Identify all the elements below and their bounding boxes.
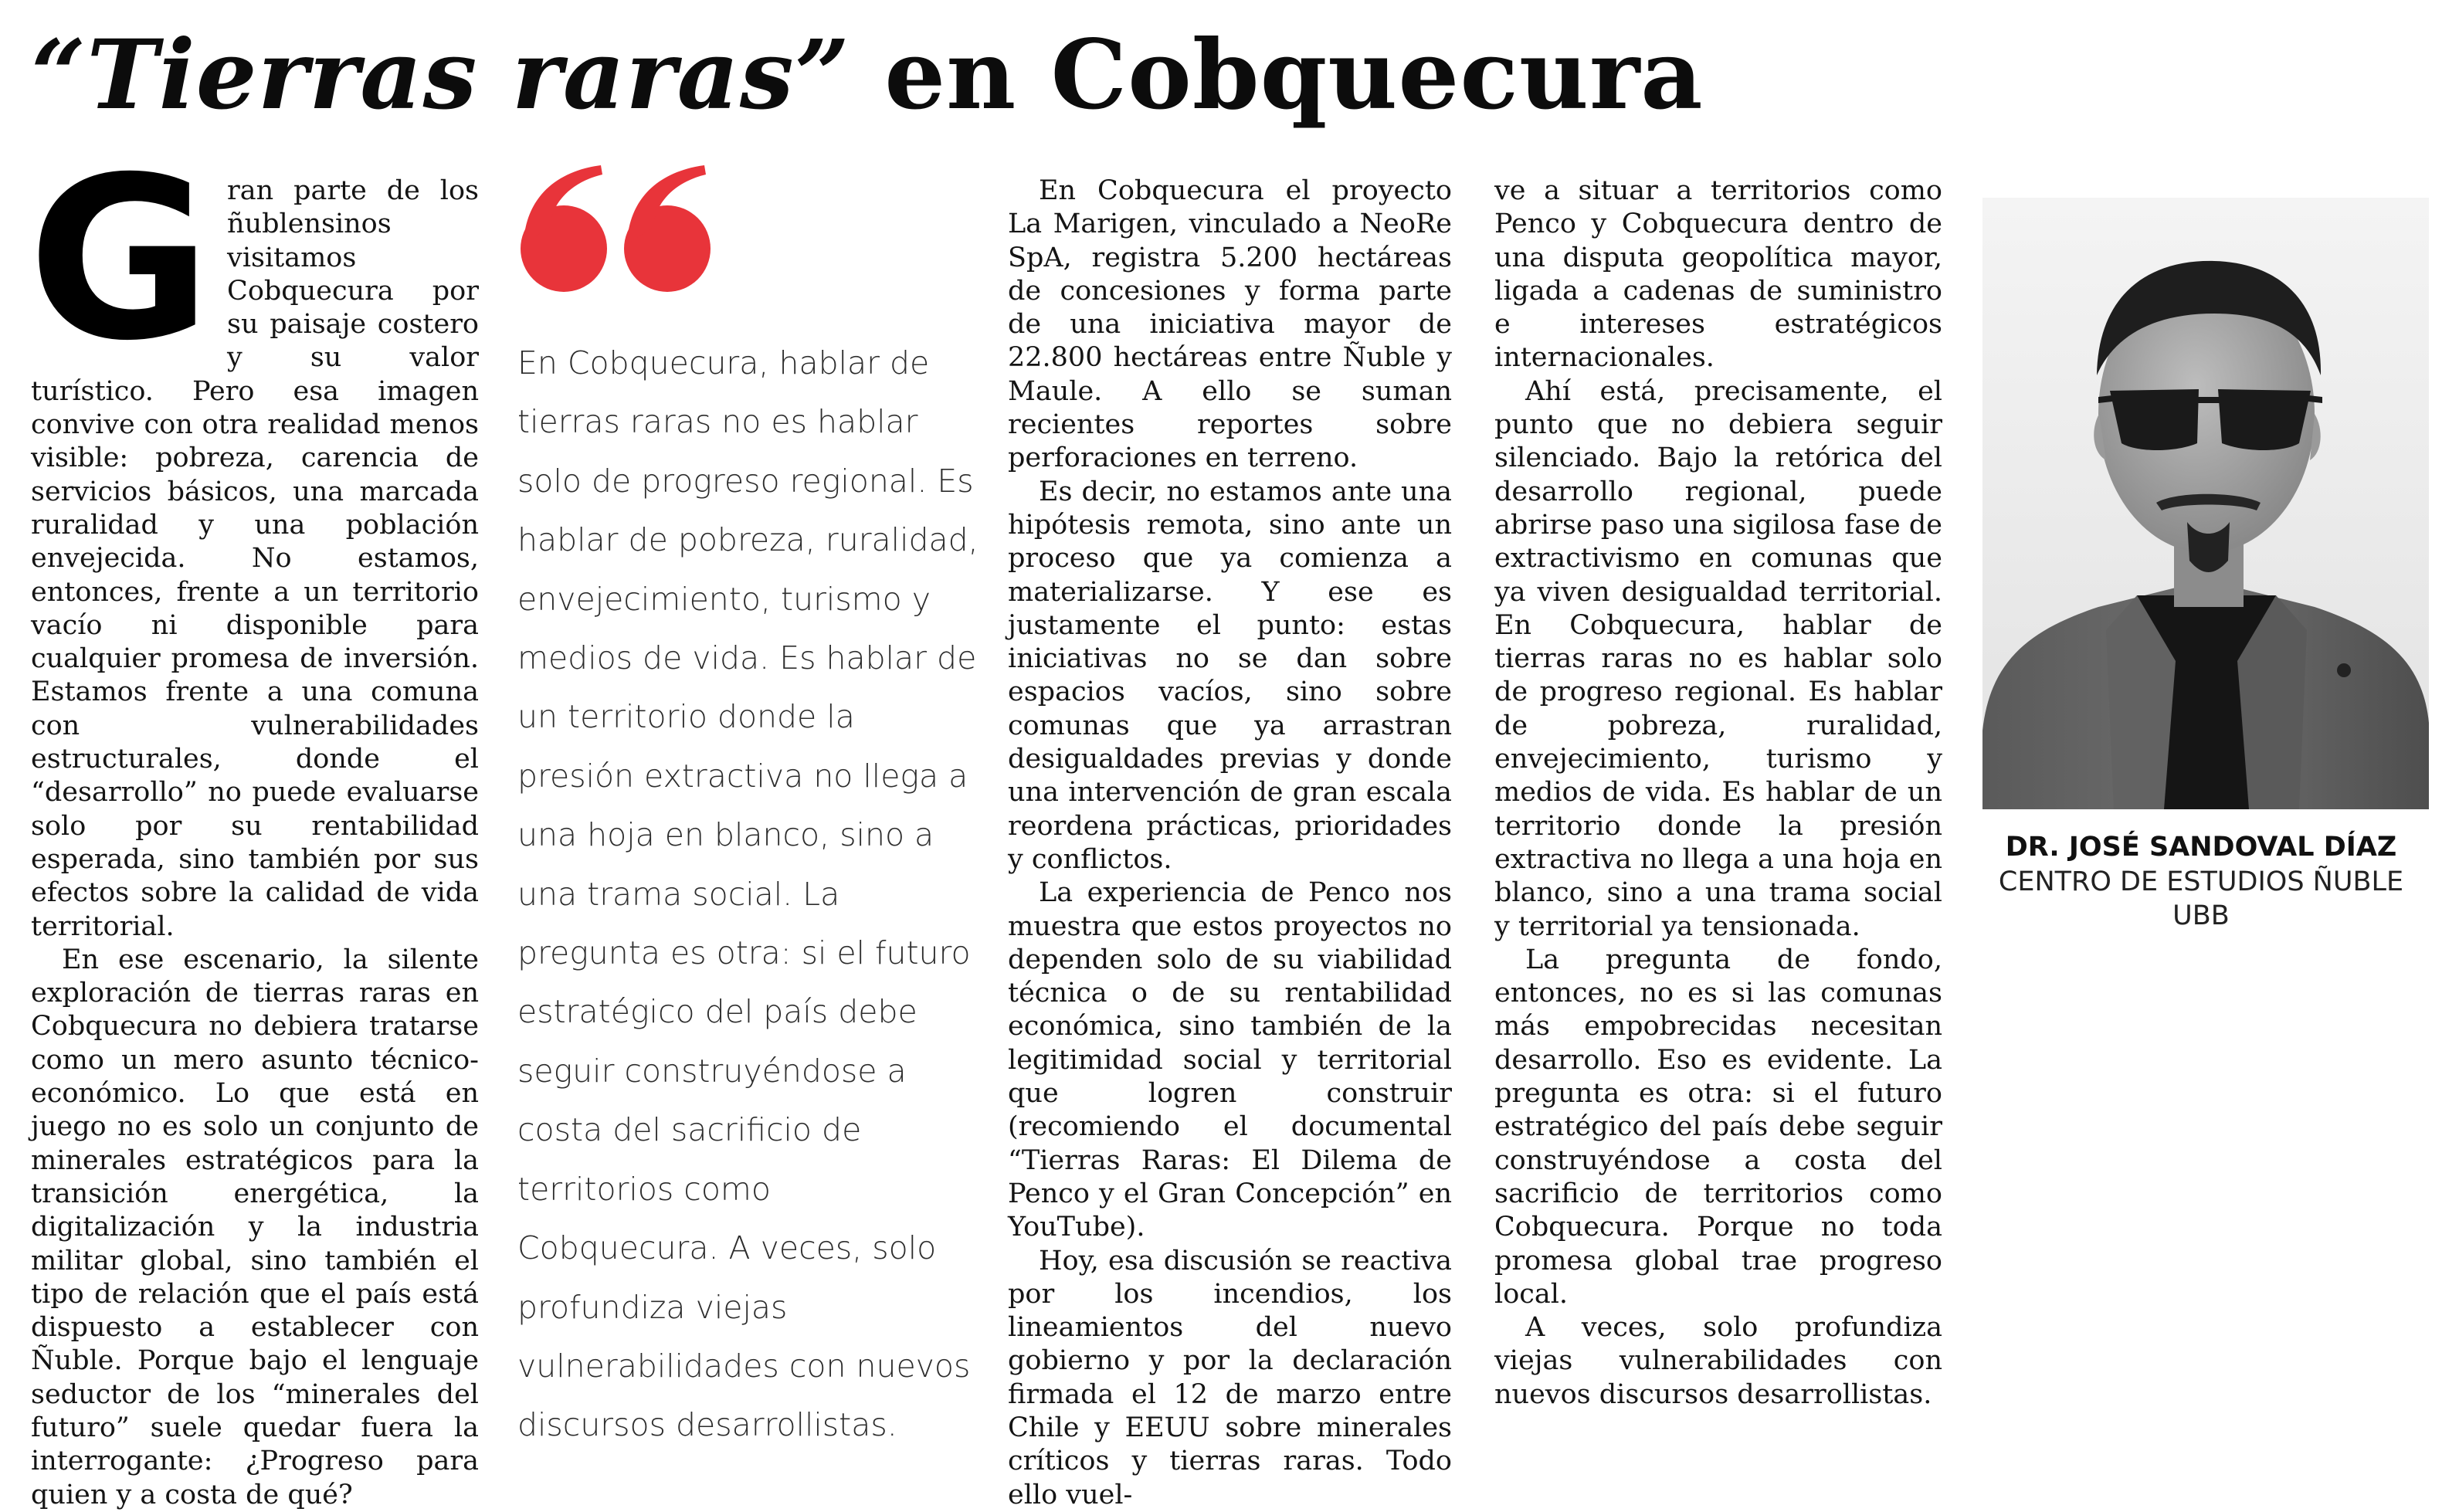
headline-quoted: “Tierras raras” [31, 19, 851, 131]
author-byline [1977, 829, 2425, 933]
pull-quote: En Cobquecura, hablar de tierras raras no es hablar solo de progreso regional. Es hablar de pobreza, ruralidad, envejecimiento, turismo y medios de vida. Es hablar de un territorio donde la presión extractiva no llega a una hoja en blanco, sino a una trama social. La pregunta es otra: si el futuro estratégico del país debe seguir construyéndose a costa del sacrificio de territorios como Cobquecura. A veces, solo profundiza viejas vulnerabilidades con nuevos discursos desarrollistas. [517, 344, 979, 1444]
paragraph: Ahí está, precisamente, el punto que no debiera seguir silenciado. Bajo la retórica del desarrollo regional, puede abrirse paso una sigilosa fase de extractivismo en comunas que ya viven desigualdad territorial. En Cobquecura, hablar de tierras raras no es hablar solo de progreso regional. Es hablar de pobreza, ruralidad, envejecimiento, turismo y medios de vida. Es hablar de un territorio donde la presión extractiva no llega a una hoja en blanco, sino a una trama social y territorial ya tensionada. [1494, 375, 1942, 942]
paragraph: En Cobquecura el proyecto La Marigen, vinculado a NeoRe SpA, registra 5.200 hectáreas de concesiones y forma parte de una iniciativa mayor de 22.800 hectáreas entre Ñuble y Maule. A ello se suman recientes reportes sobre perforaciones en terreno. [1008, 175, 1452, 474]
paragraph: Hoy, esa discusión se reactiva por los incendios, los lineamientos del nuevo gobierno y por la declaración firmada el 12 de marzo entre Chile y EEUU sobre minerales críticos y tierras raras. Todo ello vuel- [1008, 1245, 1452, 1510]
column-4 [1494, 175, 1942, 1412]
paragraph: Es decir, no estamos ante una hipótesis remota, sino ante un proceso que ya comienza a materializarse. Y ese es justamente el punto: estas iniciativas no se dan sobre espacios vacíos, sino sobre comunas que ya arrastran desigualdades previas y donde una intervención de gran escala reordena prácticas, prioridades y conflictos. [1008, 476, 1452, 875]
paragraph: ve a situar a territorios como Penco y Cobquecura dentro de una disputa geopolítica mayor, ligada a cadenas de suministro e intereses estratégicos internacionales. [1494, 175, 1942, 374]
quote-mark-icon [516, 162, 724, 293]
paragraph: En ese escenario, la silente exploración de tierras raras en Cobquecura no debiera tratarse como un mero asunto técnico-económico. Lo que está en juego no es solo un conjunto de minerales estratégicos para la transición energética, la digitalización y la industria militar global, sino también el tipo de relación que el país está dispuesto a establecer con Ñuble. Porque bajo el lenguaje seductor de los “minerales del futuro” suele quedar fuera la interrogante: ¿Progreso para quien y a costa de qué? [31, 944, 479, 1510]
column-3 [1008, 175, 1452, 1512]
drop-cap: G [28, 130, 212, 390]
column-1 [28, 130, 479, 1512]
author-affiliation-institution: UBB [2172, 900, 2230, 931]
author-name: DR. JOSÉ SANDOVAL DÍAZ [2005, 832, 2397, 863]
author-affiliation: CENTRO DE ESTUDIOS ÑUBLE [1998, 866, 2404, 897]
paragraph: La experiencia de Penco nos muestra que estos proyectos no dependen solo de su viabilidad técnica o de su rentabilidad económica, sino también de la legitimidad social y territorial que logren construir (recomiendo el documental “Tierras Raras: El Dilema de Penco y el Gran Concepción” en YouTube). [1008, 877, 1452, 1243]
headline-rest: en Cobquecura [850, 19, 1704, 131]
headline [31, 14, 2425, 137]
paragraph: La pregunta de fondo, entonces, no es si las comunas más empobrecidas necesitan desarrollo. Eso es evidente. La pregunta es otra: si el futuro estratégico del país debe seguir construyéndose a costa del sacrificio de territorios como Cobquecura. Porque no toda promesa global trae progreso local. [1494, 944, 1942, 1310]
paragraph: A veces, solo profundiza viejas vulnerabilidades con nuevos discursos desarrollistas. [1494, 1312, 1942, 1410]
author-photo [1982, 198, 2429, 809]
paragraph: ran parte de los ñublensinos visitamos Cobquecura por su paisaje costero y su valor turístico. Pero esa imagen convive con otra realidad menos visible: pobreza, carencia de servicios básicos, una marcada ruralidad y una población envejecida. No estamos, entonces, frente a un territorio vacío ni disponible para cualquier promesa de inversión. Estamos frente a una comuna con vulnerabilidades estructurales, donde el “desarrollo” no puede evaluarse solo por su rentabilidad esperada, sino también por sus efectos sobre la calidad de vida territorial. [31, 175, 479, 942]
